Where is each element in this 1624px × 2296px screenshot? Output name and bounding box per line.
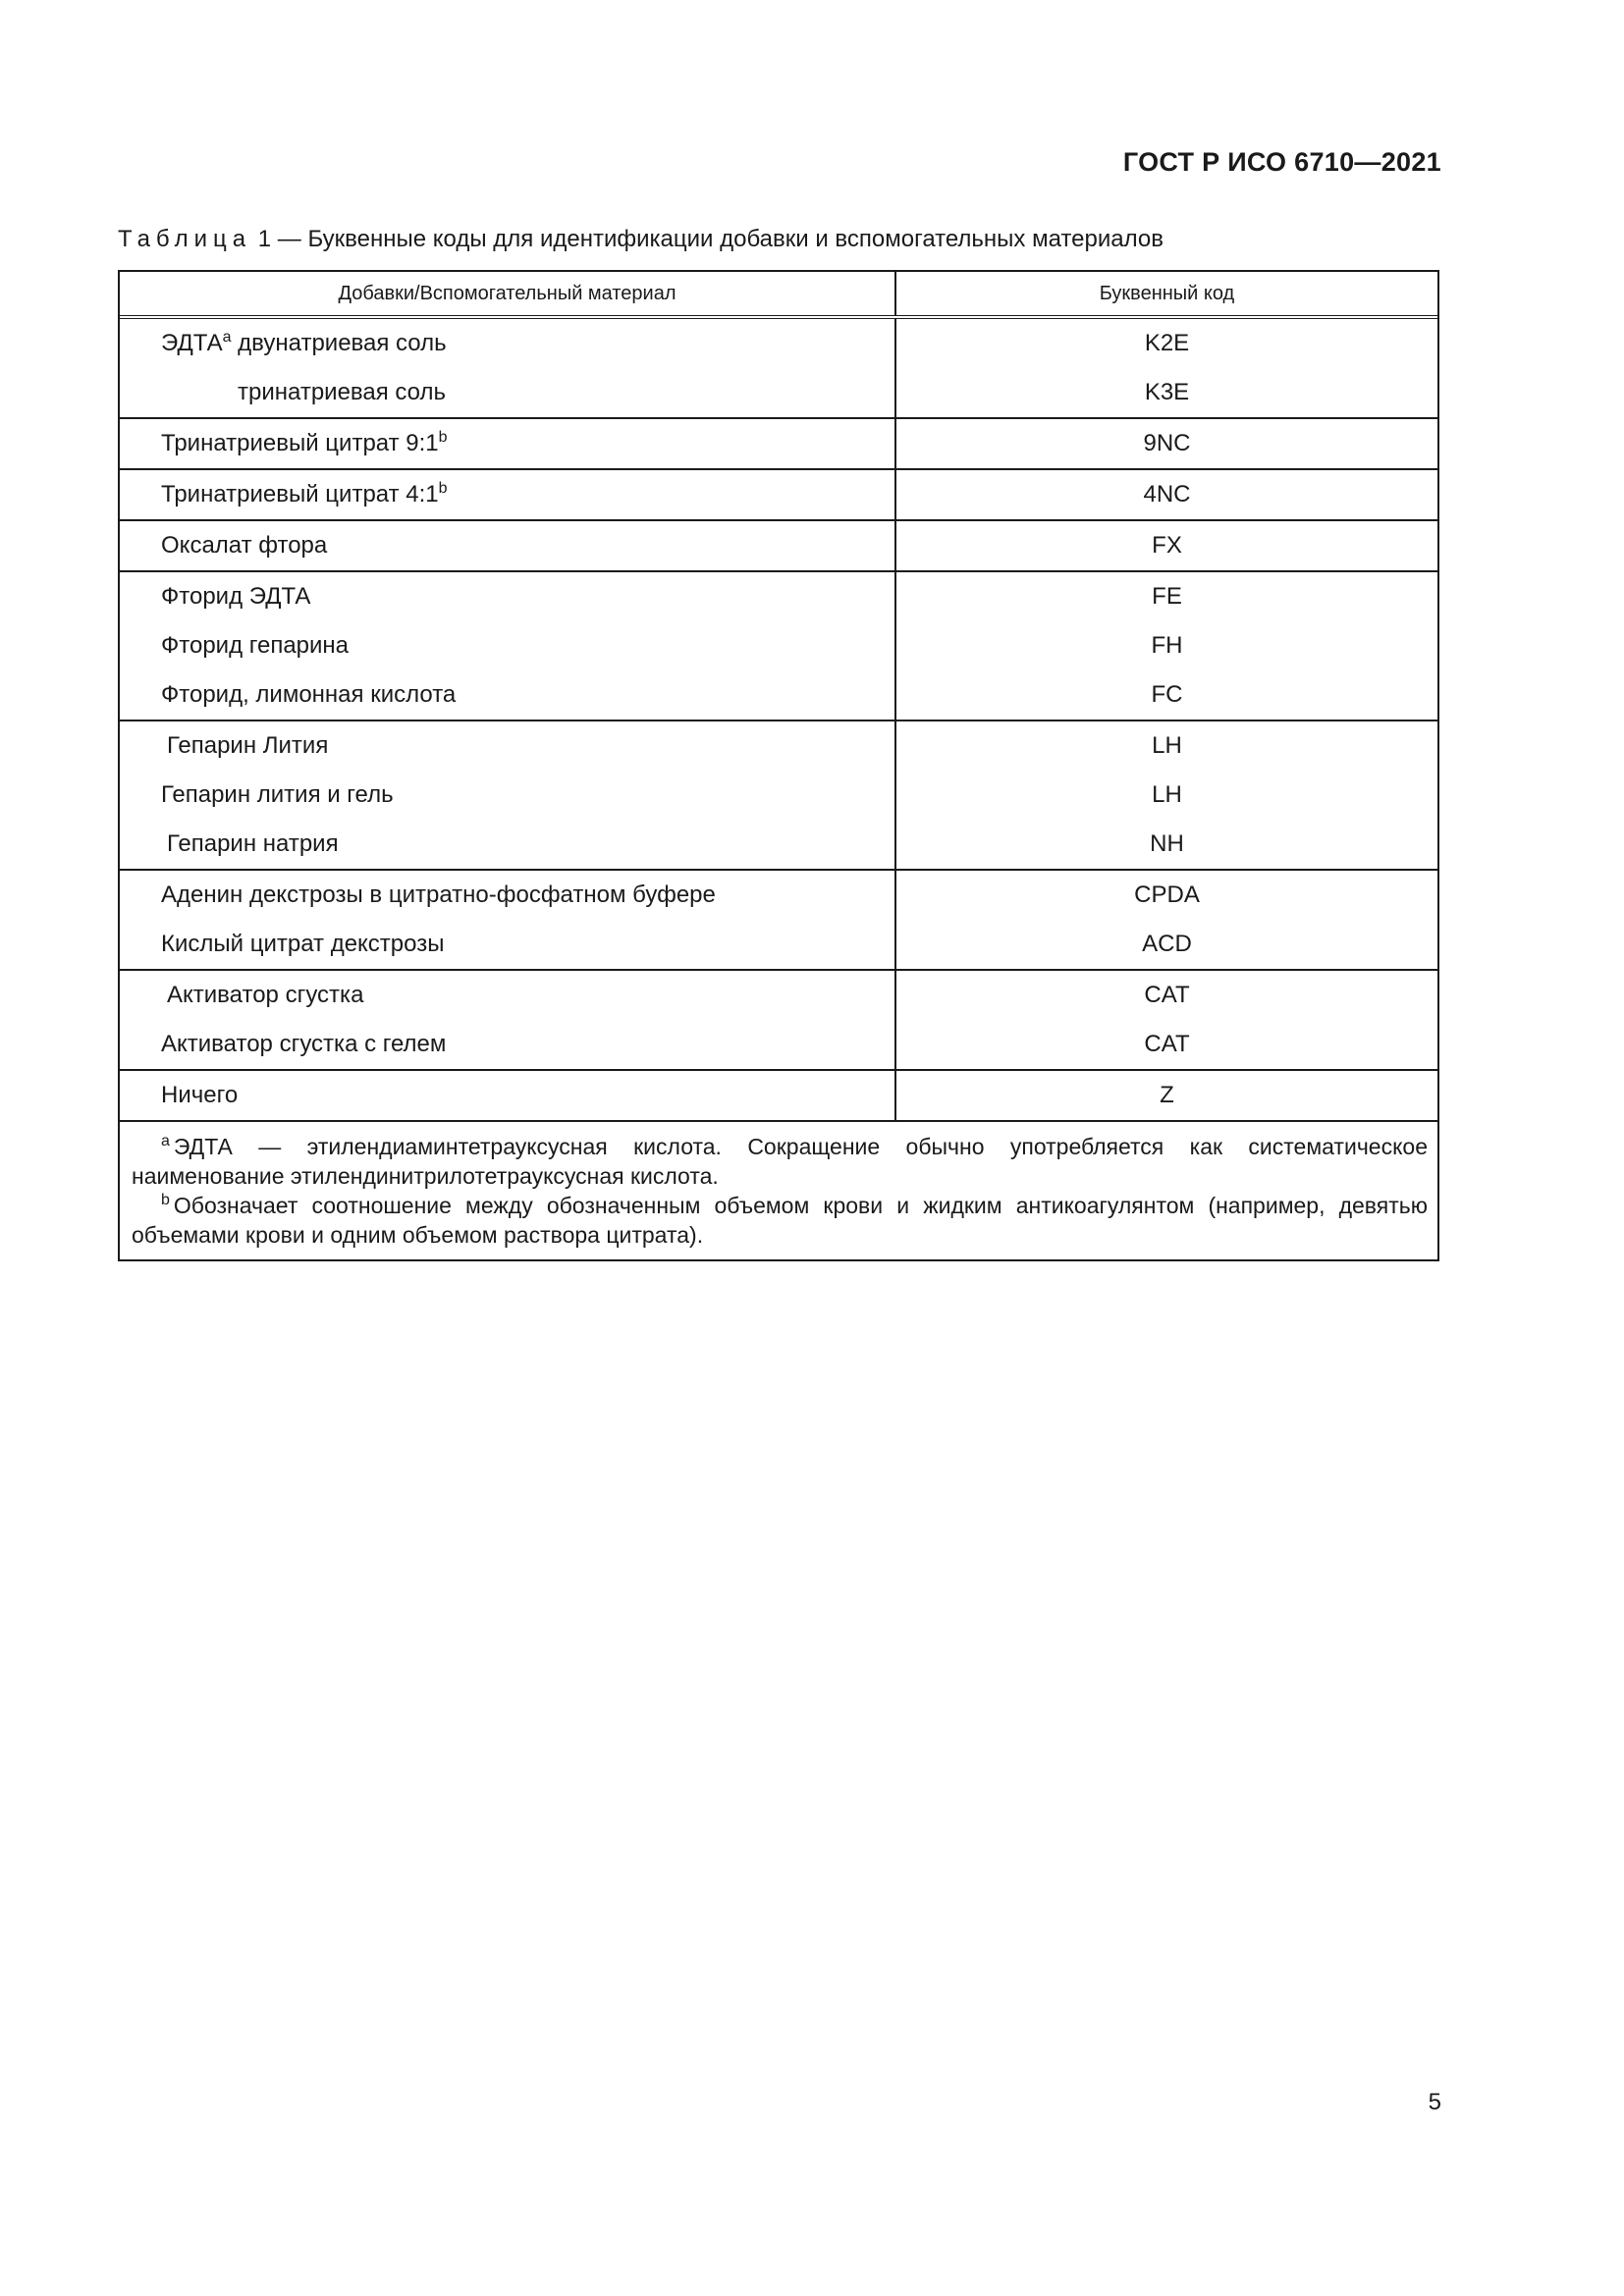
row-material: Гепарин лития и гель	[120, 771, 895, 820]
row-material: Активатор сгустка с гелем	[120, 1020, 895, 1070]
row-code: FH	[1151, 632, 1183, 659]
footnote-mark: b	[161, 1192, 170, 1208]
row-code: FX	[895, 520, 1437, 571]
row-code: FC	[895, 670, 1437, 721]
row-code: Z	[895, 1070, 1437, 1121]
row-material: Ничего	[120, 1070, 895, 1121]
row-code: CAT	[1144, 982, 1190, 1008]
row-code: CAT	[895, 1020, 1437, 1070]
row-material: Фторид, лимонная кислота	[120, 670, 895, 721]
table-row	[120, 317, 1437, 368]
row-material: Тринатриевый цитрат 4:1$^b$	[120, 469, 895, 520]
row-code: CPDA	[1134, 881, 1200, 908]
table-row	[120, 1070, 1437, 1121]
row-code: FE	[1152, 583, 1182, 610]
row-code: K3E	[895, 368, 1437, 418]
row-material: Активатор сгустка	[120, 970, 895, 1020]
footnote-ref: b	[438, 480, 448, 497]
footnote-ref: a	[222, 329, 232, 346]
row-code: 9NC	[895, 418, 1437, 469]
table-row	[120, 520, 1437, 571]
row-material: Оксалат фтора	[120, 520, 895, 571]
table-row	[120, 418, 1437, 469]
table-row	[120, 368, 1437, 418]
table-row	[120, 820, 1437, 870]
table-notes	[120, 1122, 1437, 1259]
row-material: Фторид ЭДТА	[120, 571, 895, 621]
table-caption	[118, 226, 1164, 253]
footnote-a	[132, 1132, 1428, 1191]
table-row	[120, 870, 1437, 920]
table-row	[120, 771, 1437, 820]
row-code: K2E	[895, 317, 1437, 368]
page-number: 5	[1428, 2089, 1441, 2115]
table-row	[120, 670, 1437, 721]
additives-table	[118, 270, 1439, 1261]
row-code: 4NC	[895, 469, 1437, 520]
row-code: ACD	[895, 920, 1437, 970]
row-material: ЭДТА$^a$ двунатриевая соль	[120, 317, 895, 368]
footnote-text: Обозначает соотношение между обозначенным объемом крови и жидким антикоагулянтом (например, девятью объемами крови и одним объемом раствора цитрата).	[132, 1193, 1428, 1248]
row-material: Аденин декстрозы в цитратно-фосфатном буфере	[120, 870, 895, 920]
row-material: Гепарин Лития	[120, 721, 895, 771]
document-id: ГОСТ Р ИСО 6710—2021	[1122, 147, 1441, 177]
table-row	[120, 1020, 1437, 1070]
table-row	[120, 469, 1437, 520]
footnote-mark: a	[161, 1133, 170, 1149]
table-row	[120, 970, 1437, 1020]
table-row	[120, 571, 1437, 621]
column-header-code: Буквенный код	[895, 272, 1437, 317]
footnote-text: ЭДТА — этилендиаминтетрауксусная кислота. Сокращение обычно употребляется как систематическое наименование этилендинитрилотетрауксусная кислота.	[132, 1134, 1428, 1189]
row-material: Гепарин натрия	[120, 820, 895, 870]
row-material: тринатриевая соль	[120, 368, 895, 418]
table-header-row	[120, 272, 1437, 317]
row-material: Кислый цитрат декстрозы	[120, 920, 895, 970]
caption-text: 1 — Буквенные коды для идентификации добавки и вспомогательных материалов	[251, 226, 1164, 252]
table-row	[120, 621, 1437, 670]
row-material: Фторид гепарина	[120, 621, 895, 670]
row-code: LH	[1152, 781, 1182, 808]
footnote-ref: b	[438, 429, 448, 446]
table-row	[120, 920, 1437, 970]
row-code: NH	[895, 820, 1437, 870]
table-row	[120, 721, 1437, 771]
caption-word: Таблица	[118, 226, 252, 252]
row-material: Тринатриевый цитрат 9:1$^b$	[120, 418, 895, 469]
footnote-b	[132, 1191, 1428, 1250]
row-code: LH	[1152, 732, 1182, 759]
column-header-material: Добавки/Вспомогательный материал	[120, 272, 895, 317]
